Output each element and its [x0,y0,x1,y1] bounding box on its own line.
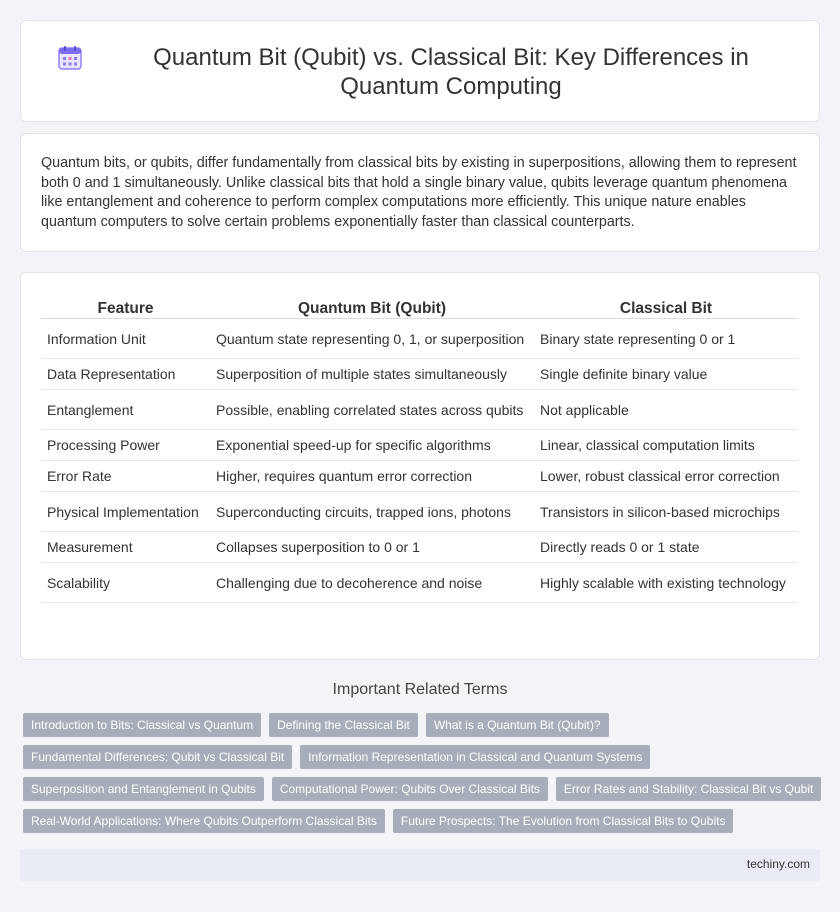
cell-feature: Entanglement [41,390,210,430]
cell-classical: Not applicable [534,390,798,430]
tag-row [23,809,823,833]
related-term-link[interactable]: Fundamental Differences: Qubit vs Classical Bit [23,745,292,769]
cell-qubit: Quantum state representing 0, 1, or superposition [210,319,534,359]
cell-classical: Single definite binary value [534,359,798,390]
cell-qubit: Challenging due to decoherence and noise [210,563,534,603]
cell-qubit: Collapses superposition to 0 or 1 [210,532,534,563]
cell-feature: Data Representation [41,359,210,390]
header-feature: Feature [41,294,210,319]
table-row [41,319,798,359]
footer-site[interactable]: techiny.com [746,857,810,871]
intro-card [20,133,820,252]
tag-row [23,777,823,801]
cell-feature: Measurement [41,532,210,563]
cell-classical: Highly scalable with existing technology [534,563,798,603]
cell-qubit: Superposition of multiple states simultaneously [210,359,534,390]
cell-feature: Error Rate [41,461,210,492]
cell-feature: Scalability [41,563,210,603]
related-terms-title: Important Related Terms [332,681,508,698]
comparison-card [20,272,820,660]
header-card [20,20,820,122]
cell-qubit: Higher, requires quantum error correction [210,461,534,492]
table-row [41,359,798,390]
related-term-link[interactable]: Information Representation in Classical and Quantum Systems [300,745,650,769]
header-qubit: Quantum Bit (Qubit) [210,294,534,319]
cell-classical: Binary state representing 0 or 1 [534,319,798,359]
related-term-link[interactable]: Future Prospects: The Evolution from Classical Bits to Qubits [393,809,734,833]
cell-feature: Information Unit [41,319,210,359]
related-term-link[interactable]: Defining the Classical Bit [269,713,418,737]
table-row [41,532,798,563]
cell-qubit: Exponential speed-up for specific algorithms [210,430,534,461]
cell-classical: Transistors in silicon-based microchips [534,492,798,532]
cell-feature: Physical Implementation [41,492,210,532]
table-row [41,390,798,430]
tag-row [23,745,823,769]
table-row [41,563,798,603]
page-title: Quantum Bit (Qubit) vs. Classical Bit: Key Differences in Quantum Computing [153,44,749,100]
intro-paragraph: Quantum bits, or qubits, differ fundamentally from classical bits by existing in superpositions, allowing them to represent both 0 and 1 simultaneously. Unlike classical bits that hold a single binary value, qubits leverage quantum phenomena like entanglement and coherence to perform complex computations more efficiently. This unique nature enables quantum computers to solve certain problems exponentially faster than classical counterparts. [41,155,797,230]
related-term-link[interactable]: Introduction to Bits: Classical vs Quantum [23,713,261,737]
table-header-row [41,294,798,319]
related-term-link[interactable]: Superposition and Entanglement in Qubits [23,777,264,801]
cell-classical: Directly reads 0 or 1 state [534,532,798,563]
table-row [41,492,798,532]
tag-row [23,713,823,737]
cell-feature: Processing Power [41,430,210,461]
cell-classical: Linear, classical computation limits [534,430,798,461]
cell-classical: Lower, robust classical error correction [534,461,798,492]
title-wrap [57,43,799,101]
related-terms-tags [23,713,823,841]
related-term-link[interactable]: Computational Power: Qubits Over Classical Bits [272,777,548,801]
cell-qubit: Possible, enabling correlated states across qubits [210,390,534,430]
calendar-grid-icon [57,45,83,71]
table-row [41,461,798,492]
comparison-table [41,294,798,603]
related-term-link[interactable]: Error Rates and Stability: Classical Bit vs Qubit [556,777,821,801]
header-classical: Classical Bit [534,294,798,319]
table-row [41,430,798,461]
footer [20,849,820,881]
related-term-link[interactable]: What is a Quantum Bit (Qubit)? [426,713,609,737]
related-term-link[interactable]: Real-World Applications: Where Qubits Outperform Classical Bits [23,809,385,833]
cell-qubit: Superconducting circuits, trapped ions, photons [210,492,534,532]
